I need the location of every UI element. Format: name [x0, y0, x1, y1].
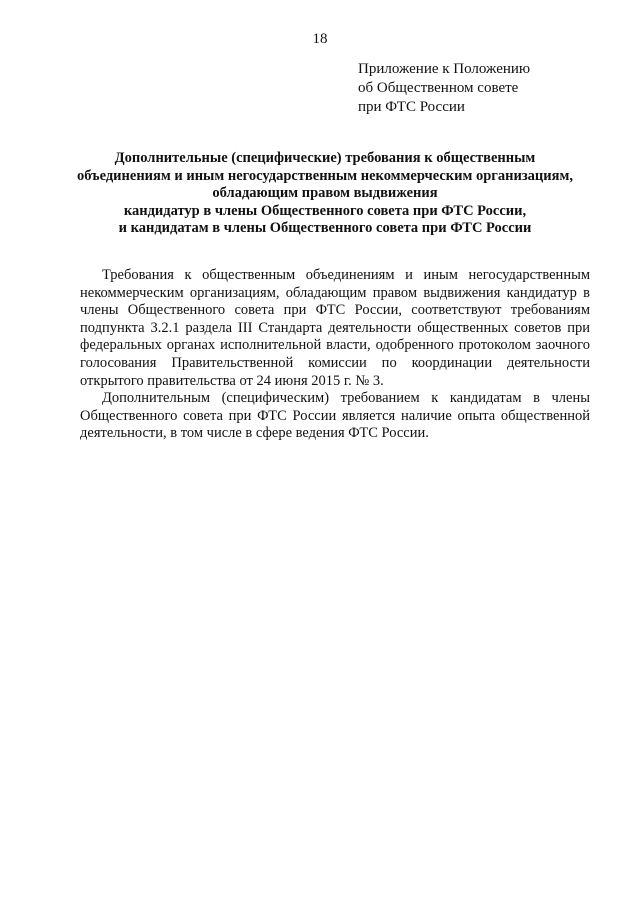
- paragraph-line: Требования к общественным объединениям и иным негосударственным: [102, 267, 590, 283]
- annex-note: [358, 60, 618, 117]
- page-number: 18: [312, 31, 328, 47]
- paragraph-line: Общественного совета при ФТС России является наличие опыта общественной: [80, 407, 590, 424]
- paragraph-line: члены Общественного совета при ФТС России, соответствуют требованиям: [80, 302, 590, 319]
- title-line: объединениям и иным негосударственным некоммерческим организациям,: [77, 167, 573, 184]
- paragraph-line: некоммерческим организациям, обладающим правом выдвижения кандидатур в: [80, 284, 590, 301]
- document-title: [60, 150, 590, 238]
- annex-line: об Общественном совете: [358, 80, 519, 96]
- paragraph-line: Дополнительным (специфическим) требованием к кандидатам в члены: [102, 390, 590, 407]
- paragraph-requirements: [80, 267, 590, 390]
- title-line: Дополнительные (специфические) требования к общественным: [114, 150, 536, 166]
- paragraph-line: голосования Правительственной комиссии по координации деятельности: [80, 354, 590, 371]
- annex-line: Приложение к Положению: [358, 61, 531, 77]
- paragraph-line: федеральных органах исполнительной власти, одобренного протоколом заочного: [80, 337, 590, 354]
- document-body: [80, 267, 590, 443]
- paragraph-candidates: [80, 390, 590, 443]
- paragraph-line: подпункта 3.2.1 раздела III Стандарта деятельности общественных советов при: [80, 319, 590, 336]
- title-line: кандидатур в члены Общественного совета при ФТС России,: [123, 202, 527, 219]
- paragraph-line: деятельности, в том числе в сфере ведения ФТС России.: [80, 425, 429, 442]
- paragraph-line: открытого правительства от 24 июня 2015 г. № 3.: [80, 372, 384, 389]
- annex-line: при ФТС России: [358, 99, 465, 115]
- title-line: и кандидатам в члены Общественного совета при ФТС России: [118, 220, 532, 236]
- title-line: обладающим правом выдвижения: [212, 185, 438, 201]
